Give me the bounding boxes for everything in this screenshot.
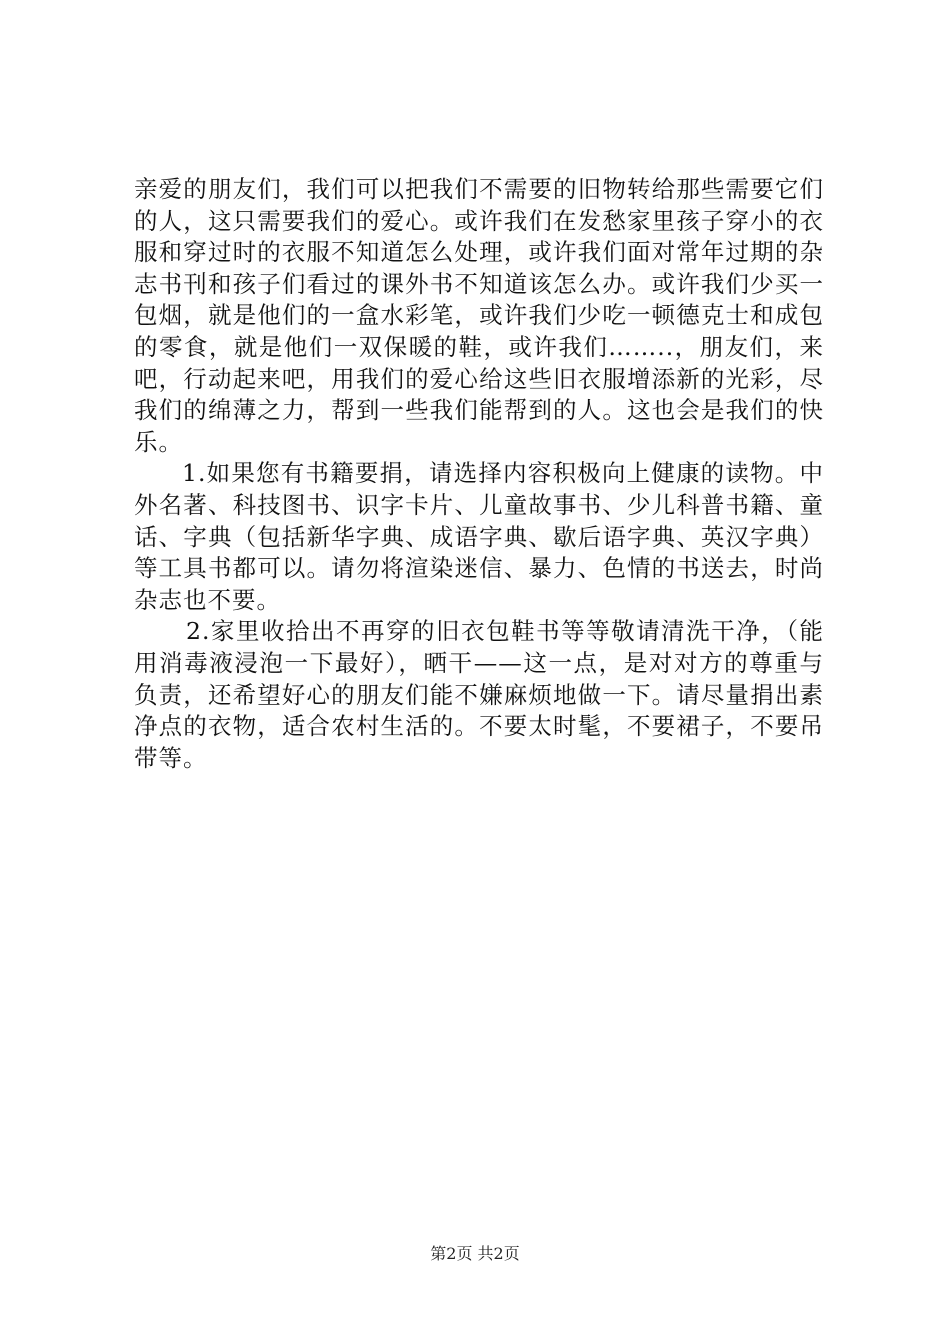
paragraph-item-2: 2.家里收拾出不再穿的旧衣包鞋书等等敬请清洗干净，（能用消毒液浸泡一下最好），晒干——这一点，是对对方的尊重与负责，还希望好心的朋友们能不嫌麻烦地做一下。请尽量捐出素净点的衣物，适合农村生活的。不要太时髦，不要裙子，不要吊带等。 <box>134 617 824 772</box>
paragraph-intro: 亲爱的朋友们，我们可以把我们不需要的旧物转给那些需要它们的人，这只需要我们的爱心。或许我们在发愁家里孩子穿小的衣服和穿过时的衣服不知道怎么处理，或许我们面对常年过期的杂志书刊和孩子们看过的课外书不知道该怎么办。或许我们少买一包烟，就是他们的一盒水彩笔，或许我们少吃一顿德克士和成包的零食，就是他们一双保暖的鞋，或许我们……..，朋友们，来吧，行动起来吧，用我们的爱心给这些旧衣服增添新的光彩，尽我们的绵薄之力，帮到一些我们能帮到的人。这也会是我们的快乐。 <box>134 175 824 456</box>
page-number: 第2页 共2页 <box>430 1244 520 1263</box>
document-body <box>134 174 824 774</box>
paragraph-item-1: 1.如果您有书籍要捐，请选择内容积极向上健康的读物。中外名著、科技图书、识字卡片、儿童故事书、少儿科普书籍、童话、字典（包括新华字典、成语字典、歇后语字典、英汉字典）等工具书都可以。请勿将渲染迷信、暴力、色情的书送去，时尚杂志也不要。 <box>134 459 824 614</box>
